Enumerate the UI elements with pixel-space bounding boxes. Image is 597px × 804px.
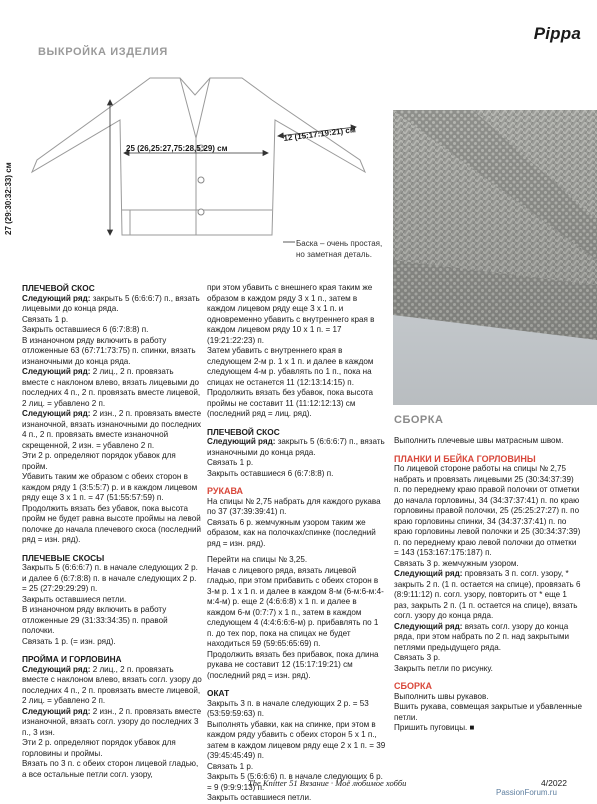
schema-title: ВЫКРОЙКА ИЗДЕЛИЯ [38,46,168,58]
paragraph-text: провязать 3 п. согл. узору, * закрыть 2 п. (1 п. остается на спице), провязать 6 (8:9:11:12) п. согл. узору, повторить от * еще 1 раз, закрыть 2 п. (1 п. остается на спице), вязать согл. узору до конца ряда. [394,569,581,620]
paragraph: Начав с лицевого ряда, вязать лицевой гладью, при этом прибавить с обеих сторон в 3-м р. 1 х 1 п. и далее в каждом 8-м (6-м:6-м:4-м:4-м) р. еще 2 (4:6:6:8) х 1 п. и далее в каждом 6-м (0:7:7) х 1 п., затем в каждом следующем 4 (4:4:6:6:6-м) р. прибавлять по 1 п. до тех пор, пока на спицах не будет находиться 59 (59:65:65:69) п. [207,565,384,648]
section-heading: ПРОЙМА И ГОРЛОВИНА [22,654,122,664]
paragraph: Закрыть оставшиеся петли. [22,594,127,604]
paragraph: Закрыть 3 п. в начале следующих 2 р. = 53 (53:59:59:63) п. [207,698,369,718]
paragraph [22,367,202,409]
assembly-heading: СБОРКА [394,414,444,426]
photo-caption [296,238,382,260]
paragraph: Закрыть петли по рисунку. [394,663,493,673]
section-heading: ПЛЕЧЕВОЙ СКОС [207,426,280,437]
paragraph: В изнаночном ряду включить в работу отложенные 63 (67:71:73:75) п. спинки, вязать изнаночными до конца ряда. [22,335,196,366]
paragraph: Затем убавить с внутреннего края в следующем 2-м р. 1 х 1 п. и далее в каждом следующем 4-м р. убавлять по 1 п., пока на спицах не останется 11 (12:13:14:15) п. [207,346,374,387]
paragraph: Связать 1 р. [207,761,254,771]
paragraph: Связать 1 р. [207,458,254,467]
paragraph: Вязать по 3 п. с обеих сторон лицевой гладью, а все остальные петли согл. узору, [22,759,199,779]
paragraph: Закрыть оставшиеся 6 (6:7:8:8) п. [207,468,334,478]
bold-label: Следующий ряд: [207,437,276,446]
paragraph-text: закрыть 5 (6:6:6:7) п., вязать изнаночными до конца ряда. [207,437,385,457]
paragraph: Убавить таким же образом с обеих сторон в каждом ряду 1 (3:5:5:7) р. и в каждом лицевом ряду еще 3 х 1 п. = 47 (51:55:57:59) п. [22,472,198,502]
paragraph: Вшить рукава, совмещая закрытые и убавленные петли. [394,702,582,722]
section-heading-red: СБОРКА [394,681,432,691]
paragraph: На спицы № 2,75 набрать для каждого рукава по 37 (37:39:39:41) п. [207,496,381,516]
paragraph: Связать 1 р. (= изн. ряд). [22,636,116,646]
bold-label: Следующий ряд: [22,664,91,674]
bold-label: Следующий ряд: [22,293,91,303]
caption-line: но заметная деталь. [296,250,372,259]
paragraph: Связать 1 р. [22,314,69,324]
paragraph: Продолжить вязать без убавок, пока высота пройм не будет равна высоте проймы на левой полочке до начала плечевого скоса (последний ряд = изн. ряд). [22,503,202,544]
paragraph: Перейти на спицы № 3,25. [207,555,308,564]
section-heading-red: РУКАВА [207,486,244,496]
paragraph-text: 2 лиц., 2 п. провязать вместе с наклоном влево, вязать согл. узору до последних 4 п., 2 п. провязать вместе лицевой, 2 лиц. = убавлено 2 п. [22,664,202,705]
journal-footer: The Knitter 51 Вязание · Моё любимое хобби [248,778,407,788]
paragraph: Выполнить плечевые швы матрасным швом. [394,436,564,445]
paragraph: Закрыть оставшиеся 6 (6:7:8:8) п. [22,325,149,334]
section-heading: ПЛЕЧЕВЫЕ СКОСЫ [22,552,105,563]
section-heading: ПЛЕЧЕВОЙ СКОС [22,283,95,293]
caption-pointer [283,241,295,243]
paragraph: Связать 3 р. [394,653,441,662]
paragraph-text: закрыть 5 (6:6:6:7) п., вязать лицевыми до конца ряда. [22,293,200,313]
paragraph: при этом убавить с внешнего края таким же образом в каждом ряду 3 х 1 п., затем в каждом лицевом ряду еще 3 х 1 п. и одновременно убавить с внутреннего края в каждом лицевом ряду 10 х 1 п. = 17 (19:21:22:23) п. [207,283,375,345]
paragraph: Связать 6 р. жемчужным узором таким же образом, как на полочках/спинке (последний ряд = изн. ряд). [207,517,376,548]
paragraph-text: 2 изн., 2 п. провязать вместе изнаночной, вязать изнаночными до последних 4 п., 2 п. провязать вместе изнаночной скрещенной, 2 изн. = убавлено 2 п. [22,409,202,450]
paragraph: Эти 2 р. определяют порядок убавок для горловины и проймы. [22,738,176,758]
column-2 [207,283,387,804]
paragraph-text: 2 лиц., 2 п. провязать вместе с наклоном влево, вязать лицевыми до последних 4 п., 2 п. провязать вместе лицевой, 2 лиц. = убавлено 2 п. [22,367,201,408]
column-3 [394,436,582,734]
width-dimension-label: 25 (26,25:27,75:28,5:29) см [126,144,228,153]
paragraph: Продолжить вязать без прибавок, пока длина рукава не составит 12 (15:17:19:21) см (последний ряд = изн. ряд). [207,649,379,680]
paragraph [207,437,387,458]
paragraph [22,294,202,315]
paragraph [394,569,582,622]
knit-texture-photo [393,110,597,405]
sleeve-dimension-label: 12 (15:17:19:21) см [283,125,357,143]
paragraph: Выполнять убавки, как на спинке, при этом в каждом ряду убавить с обеих сторон 5 х 1 п., затем в каждом лицевом ряду еще 2 х 1 п. = 39 (39:45:45:49) п. [207,719,386,760]
paragraph: Пришить пуговицы. ■ [394,723,475,732]
issue-number: 4/2022 [541,778,567,788]
paragraph: Продолжить вязать без убавок, пока высота проймы не составит 11 (11:12:12:13) см (последний ряд = лиц. ряд). [207,388,374,418]
column-1 [22,283,202,780]
paragraph: Закрыть 5 (5:6:6:6) п. в начале следующих 6 р. = 9 (9:9:9:13) п. [207,772,383,792]
section-heading-red: ПЛАНКИ И БЕЙКА ГОРЛОВИНЫ [394,453,536,464]
bold-label: Следующий ряд: [394,621,463,631]
paragraph: Выполнить швы рукавов. [394,691,489,701]
paragraph: Связать 3 р. жемчужным узором. [394,558,519,568]
bold-label: Следующий ряд: [22,409,91,418]
bold-label: Следующий ряд: [394,569,463,578]
bold-label: Следующий ряд: [22,706,91,716]
brand-title: Pippa [533,24,581,43]
paragraph-text: 2 изн., 2 п. провязать вместе изнаночной, вязать согл. узору до последних 3 п., 3 изн. [22,706,202,737]
paragraph [22,409,202,451]
caption-line: Баска – очень простая, [296,239,383,248]
height-dimension-label: 27 (29:30:32:33) см [4,162,13,235]
paragraph: В изнаночном ряду включить в работу отложенные 29 (31:33:34:35) п. правой полочки. [22,605,168,635]
paragraph: Закрыть оставшиеся петли. [207,793,312,802]
bold-label: Следующий ряд: [22,367,91,376]
paragraph [394,622,582,654]
site-watermark[interactable]: PassionForum.ru [496,788,557,797]
paragraph [22,707,202,739]
paragraph: Эти 2 р. определяют порядок убавок для пройм. [22,451,176,471]
paragraph [22,665,202,707]
paragraph: Закрыть 5 (6:6:6:7) п. в начале следующих 2 р. и далее 6 (6:7:8:8) п. в начале следующих 2 р. = 25 (27:29:29:29) п. [22,563,198,593]
paragraph-text: вязать согл. узору до конца ряда, при этом набрать по 2 п. над закрытыми петлями предыдущего ряда. [394,621,570,652]
paragraph: По лицевой стороне работы на спицы № 2,75 набрать и провязать лицевыми 25 (30:34:37:39) п. по переднему краю правой полочки от отметки до начала горловины, 34 (34:37:37:41) п. по краю горловины правой полочки, 25 (25:25:27:27) п. по краю горловины спинки, 34 (34:37:37:41) п. по краю горловины левой полочки и 25 (30:34:37:39) п. по переднему краю левой полочки до отметки = 143 (153:167:175:187) п. [394,464,581,557]
section-heading: ОКАТ [207,688,230,698]
